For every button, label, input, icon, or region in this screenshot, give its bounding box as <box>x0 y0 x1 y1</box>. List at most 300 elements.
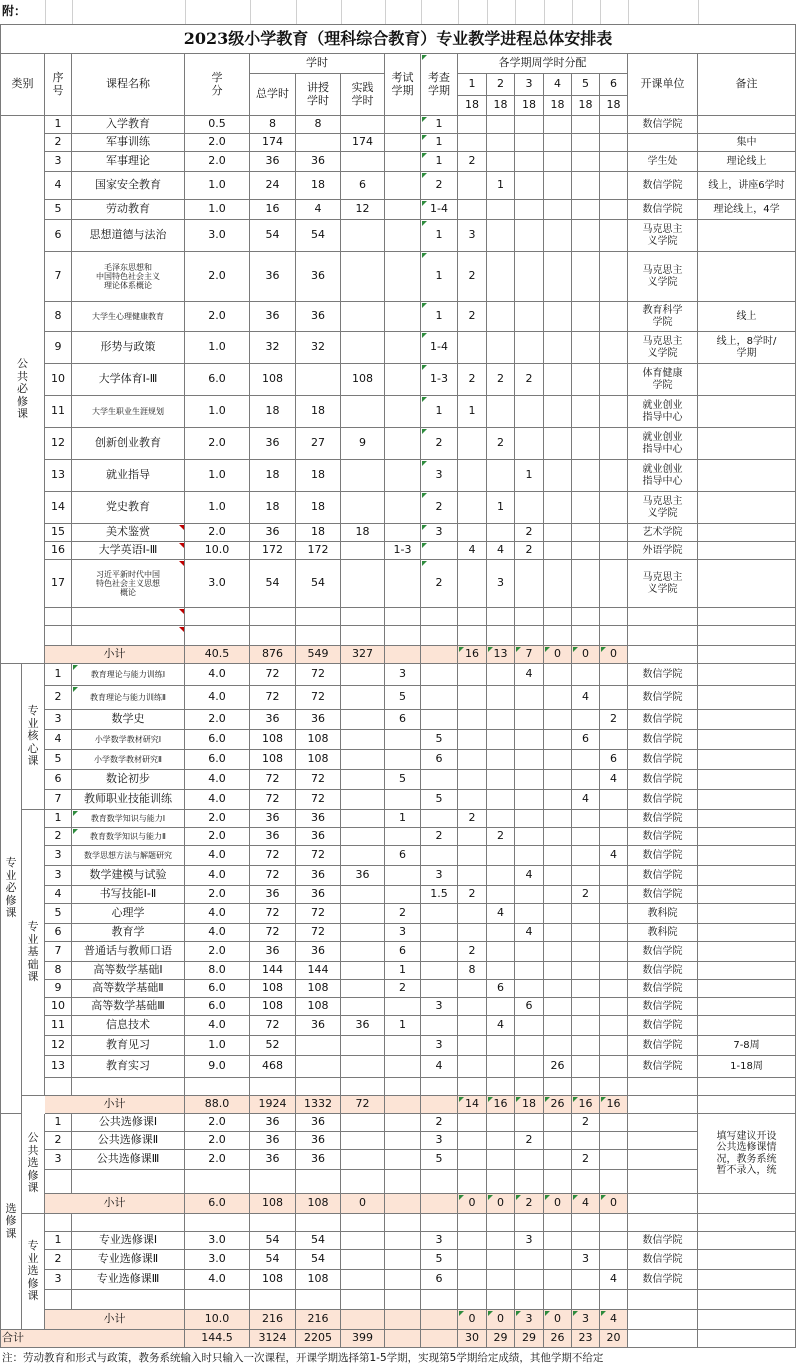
grid-line <box>628 0 629 24</box>
course-credit: 4.0 <box>185 904 250 924</box>
term-hours-2: 4 <box>487 904 515 924</box>
term-hours-3 <box>515 1270 544 1290</box>
empty-cell <box>45 1170 72 1194</box>
comment-marker <box>422 221 427 226</box>
course-remark <box>698 924 796 942</box>
grand-total-term-3: 29 <box>515 1330 544 1348</box>
term-hours-3 <box>515 1036 544 1056</box>
course-practice-hours: 174 <box>341 134 385 152</box>
term-hours-2 <box>487 710 515 730</box>
term-hours-3 <box>515 1016 544 1036</box>
row-seq: 13 <box>45 1056 72 1078</box>
course-check-term: 3 <box>421 1036 458 1056</box>
subtotal-total-hours: 216 <box>250 1310 296 1330</box>
term-hours-2 <box>487 998 515 1016</box>
course-unit <box>628 1150 698 1170</box>
term-hours-5 <box>572 810 600 828</box>
grand-total-term-5: 23 <box>572 1330 600 1348</box>
term-hours-3: 3 <box>515 1232 544 1250</box>
comment-marker <box>422 173 427 178</box>
course-unit: 马克思主 义学院 <box>628 560 698 608</box>
course-unit: 数信学院 <box>628 1016 698 1036</box>
term-hours-1: 4 <box>458 542 487 560</box>
term-hours-4 <box>544 790 572 810</box>
term-hours-6 <box>600 1250 628 1270</box>
grid-line <box>515 0 516 24</box>
row-seq: 2 <box>45 134 72 152</box>
grid-line <box>72 0 73 24</box>
term-hours-6: 4 <box>600 846 628 866</box>
term-hours-2 <box>487 866 515 886</box>
comment-marker <box>545 1195 550 1200</box>
comment-marker <box>422 493 427 498</box>
course-total-hours: 36 <box>250 252 296 302</box>
term-hours-6 <box>600 924 628 942</box>
empty-cell <box>185 1214 250 1232</box>
course-unit: 数信学院 <box>628 980 698 998</box>
term-hours-6 <box>600 542 628 560</box>
course-name: 美术鉴赏 <box>72 524 185 542</box>
course-lecture-hours: 54 <box>296 560 341 608</box>
empty-cell <box>421 1170 458 1194</box>
course-check-term: 1-4 <box>421 200 458 220</box>
row-seq: 1 <box>45 116 72 134</box>
comment-marker <box>488 1097 493 1102</box>
term-hours-1 <box>458 172 487 200</box>
course-check-term: 5 <box>421 730 458 750</box>
course-exam-term <box>385 396 421 428</box>
footnote: 注：劳动教育和形式与政策，教务系统输入时只输入一次课程，开课学期选择第1-5学期，实现第5学期给定成绩，其他学期不给定 <box>2 1352 604 1364</box>
term-hours-3: 2 <box>515 524 544 542</box>
empty-cell <box>698 1290 796 1310</box>
empty-cell <box>385 1078 421 1096</box>
course-lecture-hours: 18 <box>296 492 341 524</box>
comment-marker <box>179 561 184 566</box>
course-name: 普通话与教师口语 <box>72 942 185 962</box>
course-exam-term <box>385 364 421 396</box>
row-seq: 5 <box>45 904 72 924</box>
term-hours-4 <box>544 998 572 1016</box>
empty-cell <box>385 1330 421 1348</box>
header-category: 类别 <box>0 54 45 116</box>
course-name: 专业选修课Ⅰ <box>72 1232 185 1250</box>
course-total-hours: 144 <box>250 962 296 980</box>
comment-marker <box>422 429 427 434</box>
subtotal-lecture-hours: 1332 <box>296 1096 341 1114</box>
term-hours-1: 2 <box>458 810 487 828</box>
empty-cell <box>385 1170 421 1194</box>
term-hours-6 <box>600 134 628 152</box>
term-hours-5 <box>572 664 600 686</box>
course-name: 数学思想方法与解题研究 <box>72 846 185 866</box>
term-hours-1 <box>458 428 487 460</box>
course-unit: 数信学院 <box>628 116 698 134</box>
term-hours-2 <box>487 924 515 942</box>
empty-cell <box>341 1214 385 1232</box>
comment-marker <box>422 153 427 158</box>
course-remark: 线上，8学时/ 学期 <box>698 332 796 364</box>
row-seq: 13 <box>45 460 72 492</box>
grid-line <box>45 0 46 24</box>
term-hours-2 <box>487 886 515 904</box>
course-unit: 数信学院 <box>628 828 698 846</box>
term-hours-3: 6 <box>515 998 544 1016</box>
term-hours-3 <box>515 962 544 980</box>
term-hours-2 <box>487 252 515 302</box>
empty-cell <box>72 1170 185 1194</box>
term-hours-5 <box>572 492 600 524</box>
course-total-hours: 108 <box>250 1270 296 1290</box>
term-hours-4 <box>544 1132 572 1150</box>
term-hours-5 <box>572 428 600 460</box>
term-hours-5 <box>572 828 600 846</box>
subtotal-term-4: 0 <box>544 646 572 664</box>
term-hours-1 <box>458 1232 487 1250</box>
course-exam-term <box>385 998 421 1016</box>
course-unit: 艺术学院 <box>628 524 698 542</box>
course-remark <box>698 886 796 904</box>
term-hours-5 <box>572 172 600 200</box>
header-weeks-5: 18 <box>572 96 600 116</box>
course-remark <box>698 492 796 524</box>
term-hours-6 <box>600 1036 628 1056</box>
term-hours-3 <box>515 750 544 770</box>
course-credit: 1.0 <box>185 492 250 524</box>
row-seq: 7 <box>45 252 72 302</box>
term-hours-6: 2 <box>600 710 628 730</box>
subtotal-credit: 10.0 <box>185 1310 250 1330</box>
grid-line <box>296 0 297 24</box>
empty-cell <box>421 1330 458 1348</box>
comment-marker <box>601 1195 606 1200</box>
term-hours-1: 2 <box>458 252 487 302</box>
course-check-term: 1-3 <box>421 364 458 396</box>
empty-cell <box>458 1078 487 1096</box>
course-remark <box>698 750 796 770</box>
course-name: 毛泽东思想和 中国特色社会主义 理论体系概论 <box>72 252 185 302</box>
term-hours-4 <box>544 1150 572 1170</box>
term-hours-2 <box>487 200 515 220</box>
course-credit: 2.0 <box>185 252 250 302</box>
course-credit: 0.5 <box>185 116 250 134</box>
course-lecture-hours <box>296 364 341 396</box>
term-hours-4 <box>544 810 572 828</box>
course-total-hours: 36 <box>250 302 296 332</box>
row-seq: 5 <box>45 750 72 770</box>
course-unit: 教科院 <box>628 924 698 942</box>
term-hours-4 <box>544 1036 572 1056</box>
empty-cell <box>628 1096 698 1114</box>
term-hours-3: 2 <box>515 542 544 560</box>
term-hours-5 <box>572 750 600 770</box>
course-credit: 3.0 <box>185 1250 250 1270</box>
course-check-term <box>421 664 458 686</box>
group-major-required: 专 业 必 修 课 <box>0 664 22 1114</box>
empty-cell <box>544 626 572 646</box>
term-hours-4: 26 <box>544 1056 572 1078</box>
subtotal-lecture-hours: 216 <box>296 1310 341 1330</box>
header-unit: 开课单位 <box>628 54 698 116</box>
course-unit <box>628 1114 698 1132</box>
comment-marker <box>422 253 427 258</box>
group-major-basic: 专 业 基 础 课 <box>22 810 45 1096</box>
course-total-hours: 54 <box>250 220 296 252</box>
term-hours-5 <box>572 542 600 560</box>
course-name: 军事理论 <box>72 152 185 172</box>
course-exam-term: 5 <box>385 770 421 790</box>
term-hours-3: 2 <box>515 364 544 396</box>
course-check-term: 1 <box>421 220 458 252</box>
subtotal-practice-hours: 327 <box>341 646 385 664</box>
course-exam-term <box>385 1056 421 1078</box>
header-term-2: 2 <box>487 74 515 96</box>
subtotal-term-1: 0 <box>458 1310 487 1330</box>
course-practice-hours <box>341 542 385 560</box>
empty-cell <box>544 1078 572 1096</box>
grand-total-label: 合计 <box>0 1330 185 1348</box>
course-lecture-hours: 144 <box>296 962 341 980</box>
term-hours-4 <box>544 364 572 396</box>
comment-marker <box>516 647 521 652</box>
course-name: 信息技术 <box>72 1016 185 1036</box>
term-hours-1 <box>458 998 487 1016</box>
row-seq: 5 <box>45 200 72 220</box>
term-hours-4 <box>544 886 572 904</box>
course-practice-hours: 18 <box>341 524 385 542</box>
course-name: 数学史 <box>72 710 185 730</box>
term-hours-2 <box>487 332 515 364</box>
grid-line <box>421 0 422 24</box>
term-hours-4 <box>544 904 572 924</box>
course-check-term: 5 <box>421 1250 458 1270</box>
course-practice-hours <box>341 220 385 252</box>
term-hours-2 <box>487 962 515 980</box>
course-unit: 数信学院 <box>628 770 698 790</box>
term-hours-5 <box>572 866 600 886</box>
empty-cell <box>487 1170 515 1194</box>
course-credit: 6.0 <box>185 980 250 998</box>
course-remark: 集中 <box>698 134 796 152</box>
group-public-required: 公 共 必 修 课 <box>0 116 45 664</box>
course-credit: 6.0 <box>185 998 250 1016</box>
comment-marker <box>516 1097 521 1102</box>
course-credit: 2.0 <box>185 810 250 828</box>
empty-cell <box>385 1214 421 1232</box>
course-lecture-hours: 54 <box>296 1232 341 1250</box>
comment-marker <box>179 609 184 614</box>
term-hours-4 <box>544 980 572 998</box>
course-lecture-hours: 4 <box>296 200 341 220</box>
term-hours-6 <box>600 396 628 428</box>
term-hours-1 <box>458 1056 487 1078</box>
course-total-hours: 72 <box>250 1016 296 1036</box>
course-remark <box>698 980 796 998</box>
term-hours-6 <box>600 998 628 1016</box>
term-hours-6 <box>600 942 628 962</box>
course-practice-hours: 6 <box>341 172 385 200</box>
term-hours-3: 4 <box>515 924 544 942</box>
course-practice-hours <box>341 252 385 302</box>
comment-marker <box>422 461 427 466</box>
course-remark: 1-18周 <box>698 1056 796 1078</box>
subtotal-credit: 88.0 <box>185 1096 250 1114</box>
course-practice-hours <box>341 1056 385 1078</box>
header-weeks-2: 18 <box>487 96 515 116</box>
term-hours-1 <box>458 492 487 524</box>
term-hours-1 <box>458 790 487 810</box>
course-lecture-hours: 72 <box>296 664 341 686</box>
course-practice-hours <box>341 1114 385 1132</box>
subtotal-lecture-hours: 108 <box>296 1194 341 1214</box>
grand-total-hours: 3124 <box>250 1330 296 1348</box>
row-seq: 2 <box>45 828 72 846</box>
course-practice-hours <box>341 790 385 810</box>
course-practice-hours <box>341 332 385 364</box>
course-credit: 2.0 <box>185 524 250 542</box>
term-hours-3 <box>515 116 544 134</box>
subtotal-term-3: 7 <box>515 646 544 664</box>
course-practice-hours <box>341 730 385 750</box>
term-hours-6 <box>600 886 628 904</box>
term-hours-4 <box>544 302 572 332</box>
empty-cell <box>250 626 296 646</box>
subtotal-total-hours: 108 <box>250 1194 296 1214</box>
course-exam-term <box>385 730 421 750</box>
term-hours-2 <box>487 152 515 172</box>
row-seq: 1 <box>45 810 72 828</box>
empty-cell <box>341 1290 385 1310</box>
course-credit: 4.0 <box>185 1270 250 1290</box>
course-remark <box>698 846 796 866</box>
term-hours-3 <box>515 332 544 364</box>
comment-marker <box>488 647 493 652</box>
course-unit: 数信学院 <box>628 942 698 962</box>
term-hours-2: 2 <box>487 364 515 396</box>
subtotal-practice-hours: 0 <box>341 1194 385 1214</box>
course-exam-term <box>385 1114 421 1132</box>
course-name: 书写技能Ⅰ-Ⅱ <box>72 886 185 904</box>
grid-line <box>600 0 601 24</box>
empty-cell <box>628 646 698 664</box>
course-credit: 2.0 <box>185 302 250 332</box>
term-hours-4 <box>544 524 572 542</box>
comment-marker <box>422 397 427 402</box>
course-lecture-hours: 108 <box>296 998 341 1016</box>
term-hours-5: 2 <box>572 886 600 904</box>
subtotal-term-3: 2 <box>515 1194 544 1214</box>
course-practice-hours <box>341 560 385 608</box>
group-major-elective: 专 业 选 修 课 <box>22 1214 45 1330</box>
term-hours-6 <box>600 810 628 828</box>
course-name: 数学建模与试验 <box>72 866 185 886</box>
course-check-term: 1-4 <box>421 332 458 364</box>
header-check-term: 考查 学期 <box>421 54 458 116</box>
course-lecture-hours <box>296 1036 341 1056</box>
course-unit: 教科院 <box>628 904 698 924</box>
row-seq: 3 <box>45 152 72 172</box>
course-total-hours: 108 <box>250 998 296 1016</box>
term-hours-5 <box>572 560 600 608</box>
term-hours-5 <box>572 1270 600 1290</box>
course-credit: 1.0 <box>185 200 250 220</box>
term-hours-2: 1 <box>487 172 515 200</box>
subtotal-term-6: 16 <box>600 1096 628 1114</box>
course-total-hours: 108 <box>250 364 296 396</box>
course-total-hours: 36 <box>250 810 296 828</box>
course-lecture-hours: 36 <box>296 866 341 886</box>
row-seq: 2 <box>45 686 72 710</box>
term-hours-2 <box>487 1250 515 1270</box>
course-lecture-hours: 18 <box>296 524 341 542</box>
course-credit: 2.0 <box>185 428 250 460</box>
term-hours-3 <box>515 1250 544 1270</box>
term-hours-4 <box>544 116 572 134</box>
term-hours-5 <box>572 252 600 302</box>
course-name: 心理学 <box>72 904 185 924</box>
comment-marker <box>179 543 184 548</box>
term-hours-1 <box>458 686 487 710</box>
course-credit: 4.0 <box>185 790 250 810</box>
subtotal-lecture-hours: 549 <box>296 646 341 664</box>
course-total-hours: 468 <box>250 1056 296 1078</box>
course-check-term <box>421 962 458 980</box>
header-exam-term: 考试 学期 <box>385 54 421 116</box>
term-hours-4 <box>544 750 572 770</box>
term-hours-4 <box>544 200 572 220</box>
subtotal-total-hours: 876 <box>250 646 296 664</box>
empty-cell <box>421 1078 458 1096</box>
course-check-term <box>421 904 458 924</box>
empty-cell <box>385 626 421 646</box>
empty-cell <box>458 608 487 626</box>
empty-cell <box>341 608 385 626</box>
course-remark <box>698 904 796 924</box>
course-remark <box>698 942 796 962</box>
course-credit: 10.0 <box>185 542 250 560</box>
course-credit: 4.0 <box>185 686 250 710</box>
course-practice-hours <box>341 750 385 770</box>
term-hours-5: 2 <box>572 1150 600 1170</box>
course-remark: 理论线上 <box>698 152 796 172</box>
term-hours-5 <box>572 200 600 220</box>
empty-cell <box>185 1170 250 1194</box>
course-name: 大学生心理健康教育 <box>72 302 185 332</box>
group-major-core: 专 业 核 心 课 <box>22 664 45 810</box>
term-hours-6 <box>600 200 628 220</box>
term-hours-3 <box>515 396 544 428</box>
course-practice-hours <box>341 1270 385 1290</box>
term-hours-5 <box>572 962 600 980</box>
course-exam-term <box>385 152 421 172</box>
empty-cell <box>572 1170 600 1194</box>
course-check-term: 1 <box>421 396 458 428</box>
empty-cell <box>72 1078 185 1096</box>
term-hours-5 <box>572 152 600 172</box>
course-practice-hours: 36 <box>341 1016 385 1036</box>
comment-marker <box>573 1311 578 1316</box>
course-check-term: 2 <box>421 492 458 524</box>
course-practice-hours <box>341 924 385 942</box>
course-name: 教育实习 <box>72 1056 185 1078</box>
header-remark: 备注 <box>698 54 796 116</box>
term-hours-2: 1 <box>487 492 515 524</box>
empty-cell <box>572 608 600 626</box>
course-unit: 体育健康 学院 <box>628 364 698 396</box>
course-remark <box>698 730 796 750</box>
course-lecture-hours: 18 <box>296 172 341 200</box>
row-seq: 17 <box>45 560 72 608</box>
empty-cell <box>421 646 458 664</box>
